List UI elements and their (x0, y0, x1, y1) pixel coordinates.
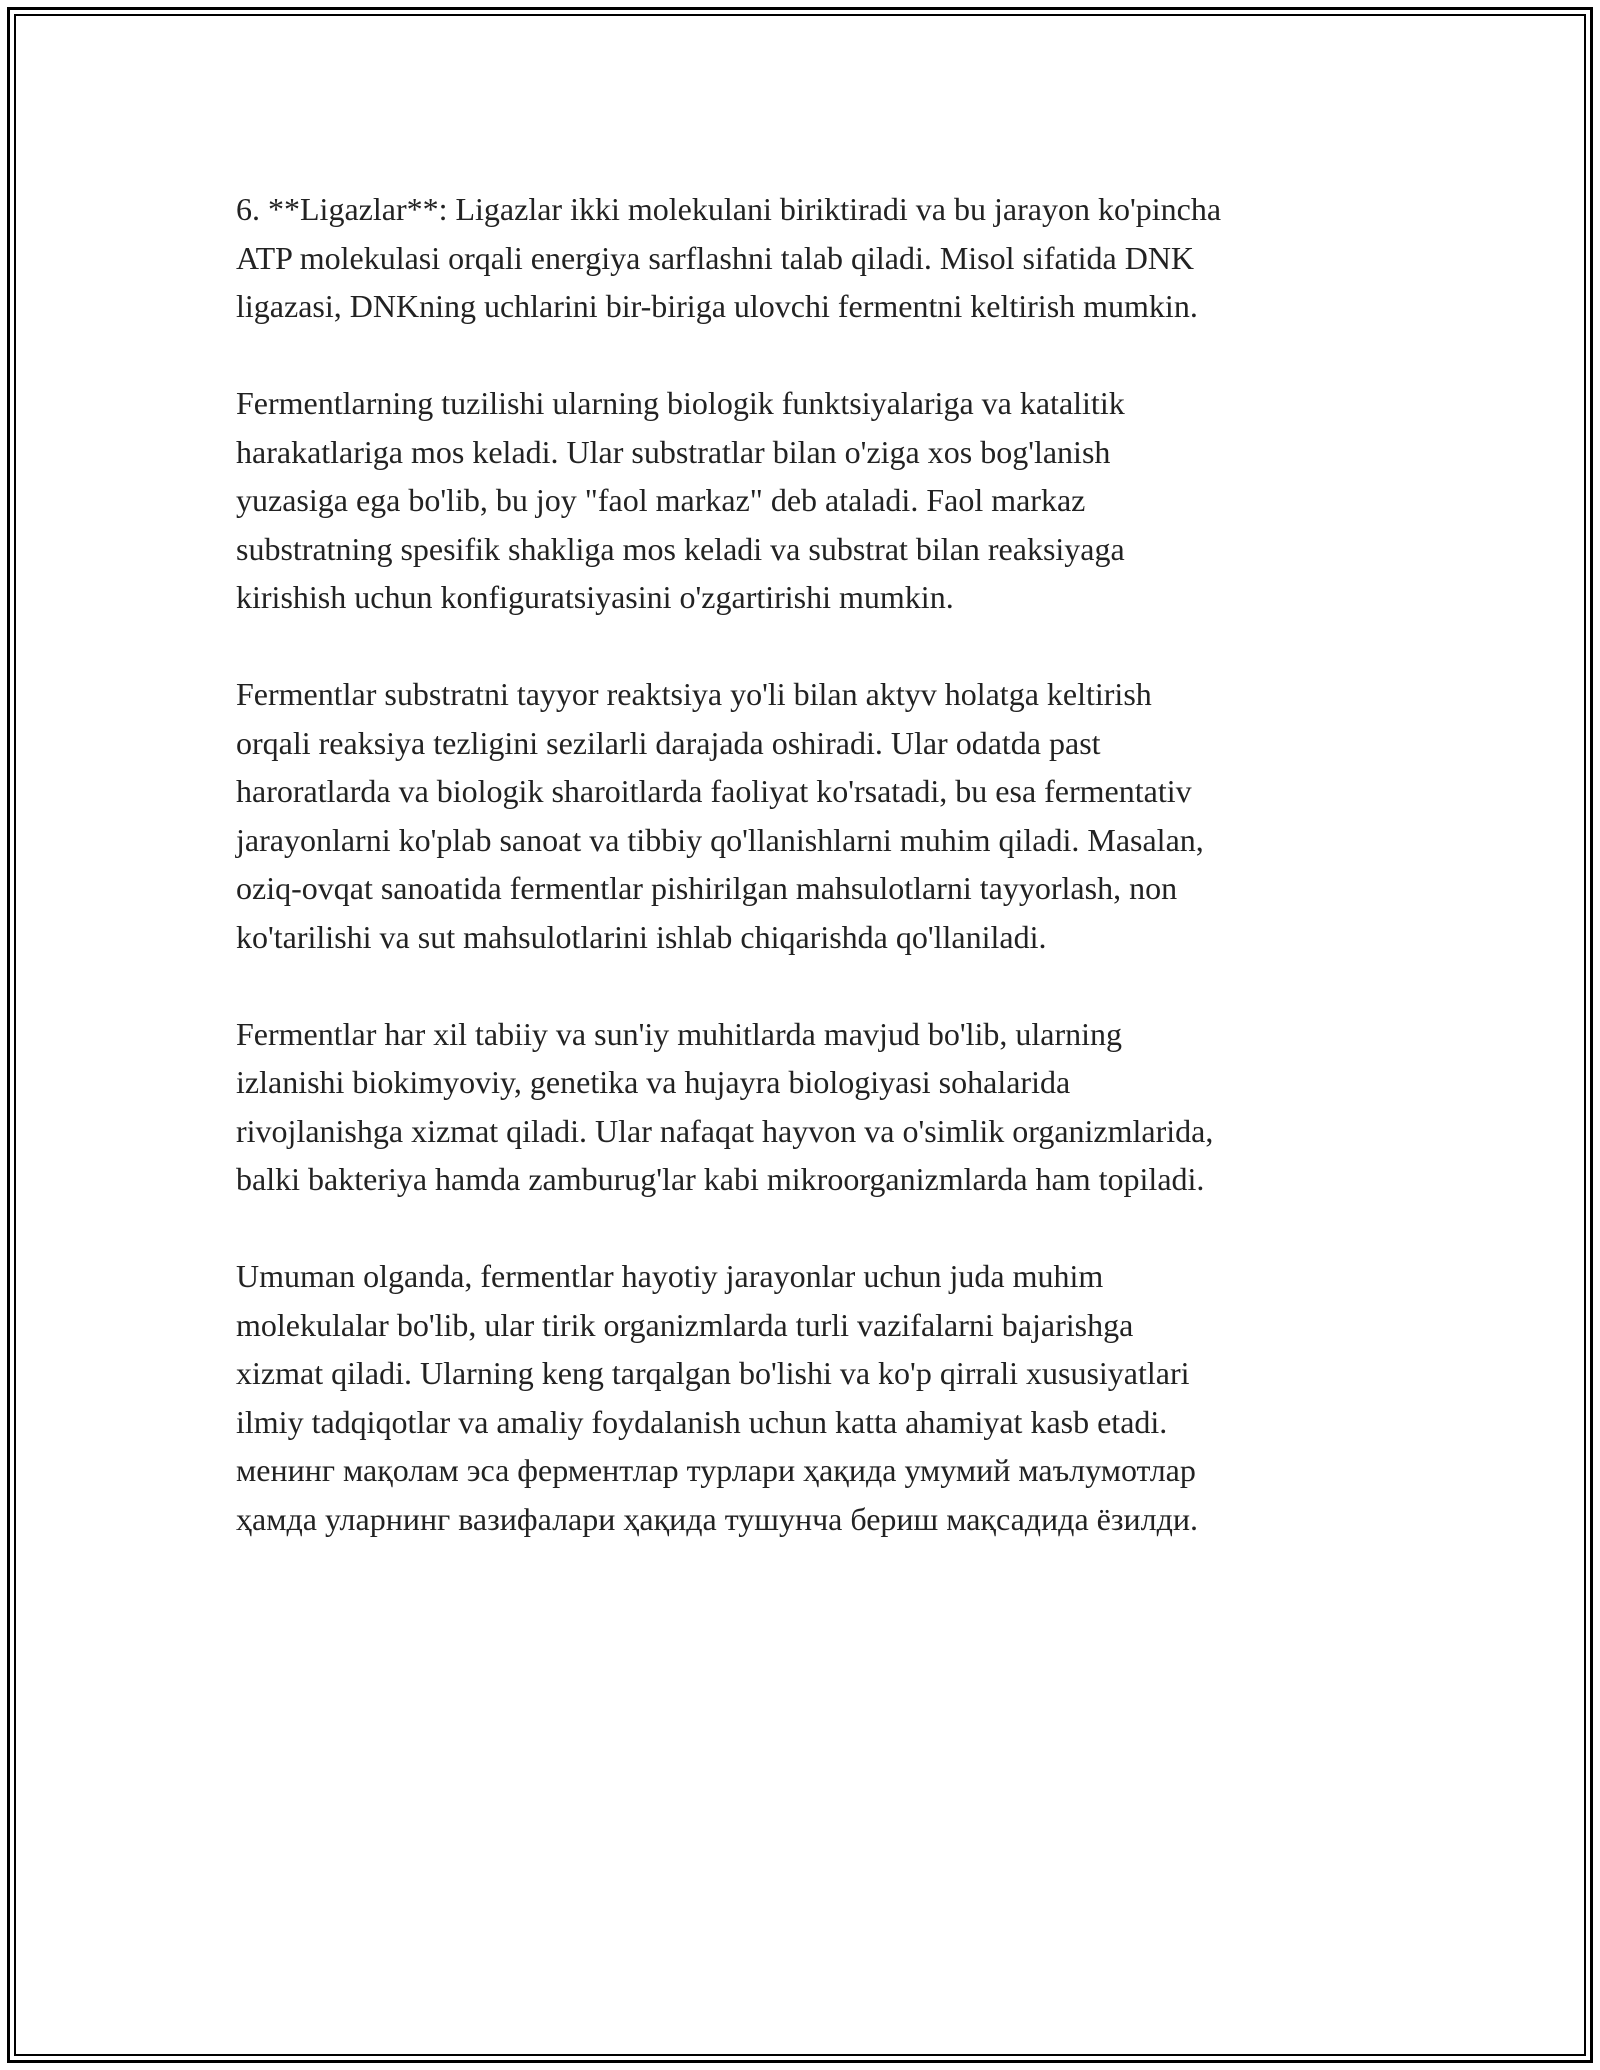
text-line: izlanishi biokimyoviy, genetika va hujayra biologiyasi sohalarida (236, 1064, 1071, 1100)
paragraph-conclusion (236, 1252, 1376, 1543)
paragraph-environments (236, 1010, 1376, 1204)
text-line: ilmiy tadqiqotlar va amaliy foydalanish uchun katta ahamiyat kasb etadi. (236, 1403, 1168, 1440)
text-line: rivojlanishga xizmat qiladi. Ular nafaqat hayvon va o'simlik organizmlarida, (236, 1112, 1214, 1149)
text-line: ligazasi, DNKning uchlarini bir-biriga ulovchi fermentni keltirish mumkin. (236, 288, 1198, 324)
text-line: Fermentlarning tuzilishi ularning biologik funktsiyalariga va katalitik (236, 385, 1125, 421)
paragraph-ligazlar (236, 185, 1376, 331)
text-line: orqali reaksiya tezligini sezilarli darajada oshiradi. Ular odatda past (236, 724, 1101, 761)
text-line: haroratlarda va biologik sharoitlarda faoliyat ko'rsatadi, bu esa fermentativ (236, 773, 1192, 809)
text-line: xizmat qiladi. Ularning keng tarqalgan bo'lishi va ko'p qirrali xususiyatlari (236, 1355, 1190, 1391)
text-line: balki bakteriya hamda zamburug'lar kabi mikroorganizmlarda ham topiladi. (236, 1161, 1205, 1197)
text-line: 6. **Ligazlar**: Ligazlar ikki molekulani biriktiradi va bu jarayon ko'pincha (236, 191, 1222, 227)
text-line: harakatlariga mos keladi. Ular substratlar bilan o'ziga xos bog'lanish (236, 433, 1111, 470)
paragraph-structure (236, 379, 1376, 622)
text-line: kirishish uchun konfiguratsiyasini o'zgartirishi mumkin. (236, 579, 954, 615)
text-line: Fermentlar har xil tabiiy va sun'iy muhitlarda mavjud bo'lib, ularning (236, 1015, 1123, 1052)
text-line: Fermentlar substratni tayyor reaktsiya yo'li bilan aktyv holatga keltirish (236, 676, 1152, 712)
text-line: oziq-ovqat sanoatida fermentlar pishirilgan mahsulotlarni tayyorlash, non (236, 870, 1178, 906)
text-line: ATP molekulasi orqali energiya sarflashni talab qiladi. Misol sifatida DNK (236, 239, 1195, 276)
text-line: substratning spesifik shakliga mos keladi va substrat bilan reaksiyaga (236, 530, 1125, 567)
paragraph-reaction-speed (236, 670, 1376, 961)
text-line: ҳамда уларнинг вазифалари ҳақида тушунча бериш мақсадида ёзилди. (236, 1500, 1198, 1537)
text-line: менинг мақолам эса ферментлар турлари ҳақида умумий маълумотлар (236, 1452, 1196, 1488)
text-line: yuzasiga ega bo'lib, bu joy "faol markaz" deb ataladi. Faol markaz (236, 482, 1086, 518)
text-line: molekulalar bo'lib, ular tirik organizmlarda turli vazifalarni bajarishga (236, 1306, 1134, 1343)
document-body (236, 185, 1376, 1592)
text-line: ko'tarilishi va sut mahsulotlarini ishlab chiqarishda qo'llaniladi. (236, 918, 1047, 955)
text-line: jarayonlarni ko'plab sanoat va tibbiy qo'llanishlarni muhim qiladi. Masalan, (236, 821, 1204, 858)
text-line: Umuman olganda, fermentlar hayotiy jarayonlar uchun juda muhim (236, 1258, 1104, 1294)
